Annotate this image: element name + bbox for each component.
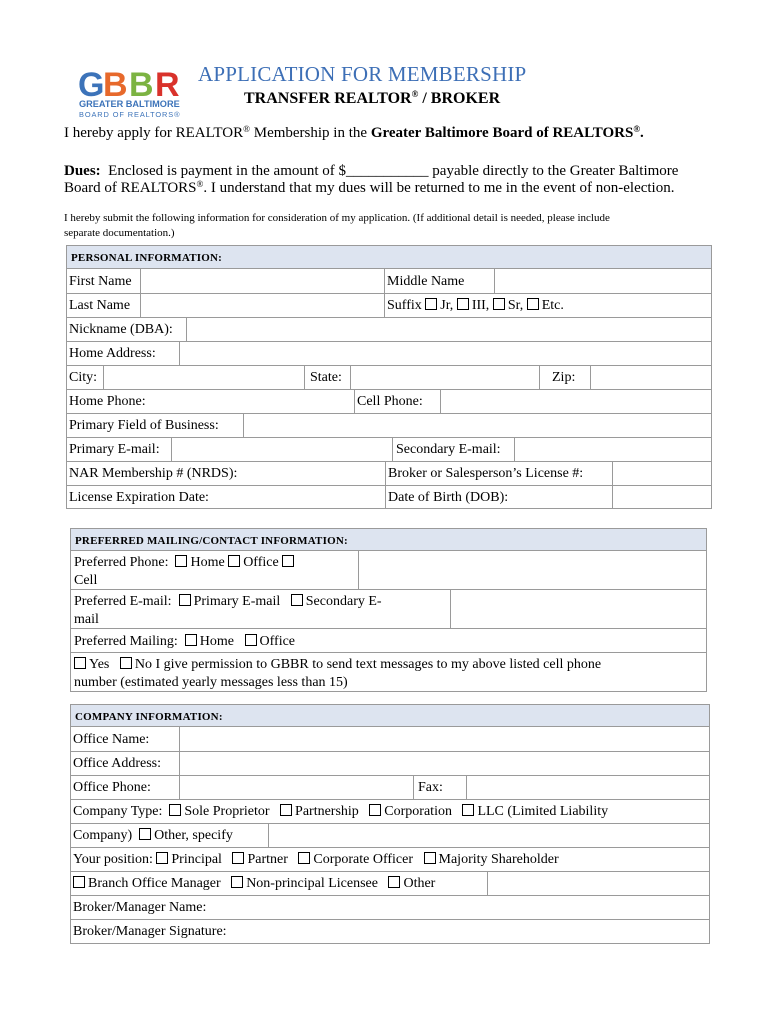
middle-name-field[interactable]	[495, 270, 711, 293]
fax-field[interactable]	[467, 776, 709, 799]
broker-signature-field[interactable]	[240, 920, 709, 943]
pref-phone-office-checkbox[interactable]	[228, 555, 240, 567]
state-label: State:	[310, 370, 342, 385]
dues-line-1: Dues: Enclosed is payment in the amount of $___________ payable directly to the Greater Baltimore	[64, 163, 679, 179]
position-partner-checkbox[interactable]	[232, 852, 244, 864]
pref-email-group: Preferred E-mail: Primary E-mail Secondary E-	[74, 594, 382, 609]
nar-label: NAR Membership # (NRDS):	[69, 466, 238, 481]
office-phone-field[interactable]	[180, 776, 413, 799]
license-exp-label: License Expiration Date:	[69, 490, 209, 505]
company-type-corporation-checkbox[interactable]	[369, 804, 381, 816]
cell-phone-label: Cell Phone:	[357, 394, 423, 409]
broker-name-label: Broker/Manager Name:	[73, 900, 207, 915]
home-address-field[interactable]	[180, 342, 711, 365]
logo-b1: B	[103, 66, 128, 104]
pref-email-secondary-checkbox[interactable]	[291, 594, 303, 606]
company-type-other-checkbox[interactable]	[139, 828, 151, 840]
nickname-field[interactable]	[187, 318, 711, 341]
suffix-etc-checkbox[interactable]	[527, 298, 539, 310]
logo-g: G	[78, 66, 105, 104]
pref-phone-cell-label: Cell	[74, 573, 98, 588]
home-phone-label: Home Phone:	[69, 394, 146, 409]
secondary-email-field[interactable]	[515, 438, 711, 461]
dues-line-2: Board of REALTORS®. I understand that my dues will be returned to me in the event of non-election.	[64, 179, 675, 196]
dob-field[interactable]	[613, 486, 711, 508]
license-exp-field[interactable]	[224, 486, 384, 508]
company-type-partnership-checkbox[interactable]	[280, 804, 292, 816]
pref-phone-notes-field[interactable]	[359, 552, 706, 589]
zip-label: Zip:	[552, 370, 576, 385]
zip-field[interactable]	[591, 366, 711, 389]
pref-mailing-office-checkbox[interactable]	[245, 634, 257, 646]
office-address-label: Office Address:	[73, 756, 161, 771]
position-group: Your position: Principal Partner Corporate Officer Majority Shareholder	[73, 852, 559, 867]
company-type-group: Company Type: Sole Proprietor Partnership Corporation LLC (Limited Liability	[73, 804, 609, 819]
position-principal-checkbox[interactable]	[156, 852, 168, 864]
primary-email-label: Primary E-mail:	[69, 442, 160, 457]
position-branch-checkbox[interactable]	[73, 876, 85, 888]
primary-field-label: Primary Field of Business:	[69, 418, 219, 433]
pref-email-mail-label: mail	[74, 612, 99, 627]
suffix-sr-checkbox[interactable]	[493, 298, 505, 310]
suffix-jr-checkbox[interactable]	[425, 298, 437, 310]
text-permission-line-2: number (estimated yearly messages less than 15)	[74, 675, 348, 690]
suffix-iii-checkbox[interactable]	[457, 298, 469, 310]
pref-phone-cell-checkbox[interactable]	[282, 555, 294, 567]
gbbr-logo	[78, 64, 188, 120]
position-other-field[interactable]	[488, 872, 709, 895]
pref-phone-group: Preferred Phone: Home Office	[74, 555, 297, 571]
company-type-group-2: Company) Other, specify	[73, 828, 233, 843]
home-phone-field[interactable]	[160, 390, 350, 413]
position-nonprincipal-checkbox[interactable]	[231, 876, 243, 888]
intro-text: I hereby apply for REALTOR® Membership in the Greater Baltimore Board of REALTORS®.	[64, 124, 644, 141]
logo-r: R	[155, 66, 180, 104]
company-type-sole-checkbox[interactable]	[169, 804, 181, 816]
page-title: APPLICATION FOR MEMBERSHIP	[198, 62, 527, 86]
nickname-label: Nickname (DBA):	[69, 322, 173, 337]
office-address-field[interactable]	[180, 752, 709, 775]
middle-name-label: Middle Name	[387, 274, 465, 289]
cell-phone-field[interactable]	[441, 390, 711, 413]
nar-field[interactable]	[252, 462, 384, 485]
broker-signature-label: Broker/Manager Signature:	[73, 924, 227, 939]
logo-line2: BOARD OF REALTORS®	[79, 110, 181, 119]
suffix-group: Suffix Jr, III, Sr, Etc.	[387, 298, 564, 313]
text-permission-line-1: Yes No I give permission to GBBR to send text messages to my above listed cell phone	[74, 657, 601, 673]
mailing-header: PREFERRED MAILING/CONTACT INFORMATION:	[71, 529, 706, 551]
primary-field-input[interactable]	[244, 414, 711, 437]
position-other-checkbox[interactable]	[388, 876, 400, 888]
broker-name-field[interactable]	[220, 896, 709, 919]
primary-email-field[interactable]	[172, 438, 390, 461]
dob-label: Date of Birth (DOB):	[388, 490, 509, 505]
pref-email-notes-field[interactable]	[451, 590, 706, 628]
office-name-label: Office Name:	[73, 732, 150, 747]
position-majority-checkbox[interactable]	[424, 852, 436, 864]
pref-mailing-home-checkbox[interactable]	[185, 634, 197, 646]
pref-mailing-group: Preferred Mailing: Home Office	[74, 634, 296, 649]
home-address-label: Home Address:	[69, 346, 156, 361]
company-header: COMPANY INFORMATION:	[71, 705, 709, 727]
license-label: Broker or Salesperson’s License #:	[388, 466, 584, 481]
city-label: City:	[69, 370, 98, 385]
office-phone-label: Office Phone:	[73, 780, 151, 795]
note-line-1: I hereby submit the following information for consideration of my application. (If additional detail is needed, please include	[64, 212, 610, 224]
position-corp-officer-checkbox[interactable]	[298, 852, 310, 864]
page-subtitle: TRANSFER REALTOR® / BROKER	[244, 89, 501, 107]
logo-line1: GREATER BALTIMORE	[79, 99, 180, 109]
pref-email-primary-checkbox[interactable]	[179, 594, 191, 606]
personal-info-header: PERSONAL INFORMATION:	[67, 246, 711, 269]
first-name-label: First Name	[69, 274, 132, 289]
pref-phone-home-checkbox[interactable]	[175, 555, 187, 567]
last-name-label: Last Name	[69, 298, 131, 313]
license-field[interactable]	[613, 462, 711, 485]
position-group-2: Branch Office Manager Non-principal Licensee Other	[73, 876, 435, 892]
secondary-email-label: Secondary E-mail:	[396, 442, 501, 457]
text-permission-yes-checkbox[interactable]	[74, 657, 86, 669]
note-line-2: separate documentation.)	[64, 227, 175, 239]
logo-b2: B	[129, 66, 154, 104]
text-permission-no-checkbox[interactable]	[120, 657, 132, 669]
first-name-field[interactable]	[141, 270, 384, 293]
state-field[interactable]	[351, 366, 539, 389]
office-name-field[interactable]	[180, 728, 709, 751]
last-name-field[interactable]	[141, 294, 384, 317]
fax-label: Fax:	[418, 780, 443, 795]
company-type-other-field[interactable]	[269, 824, 709, 847]
company-type-llc-checkbox[interactable]	[462, 804, 474, 816]
city-field[interactable]	[104, 366, 304, 389]
